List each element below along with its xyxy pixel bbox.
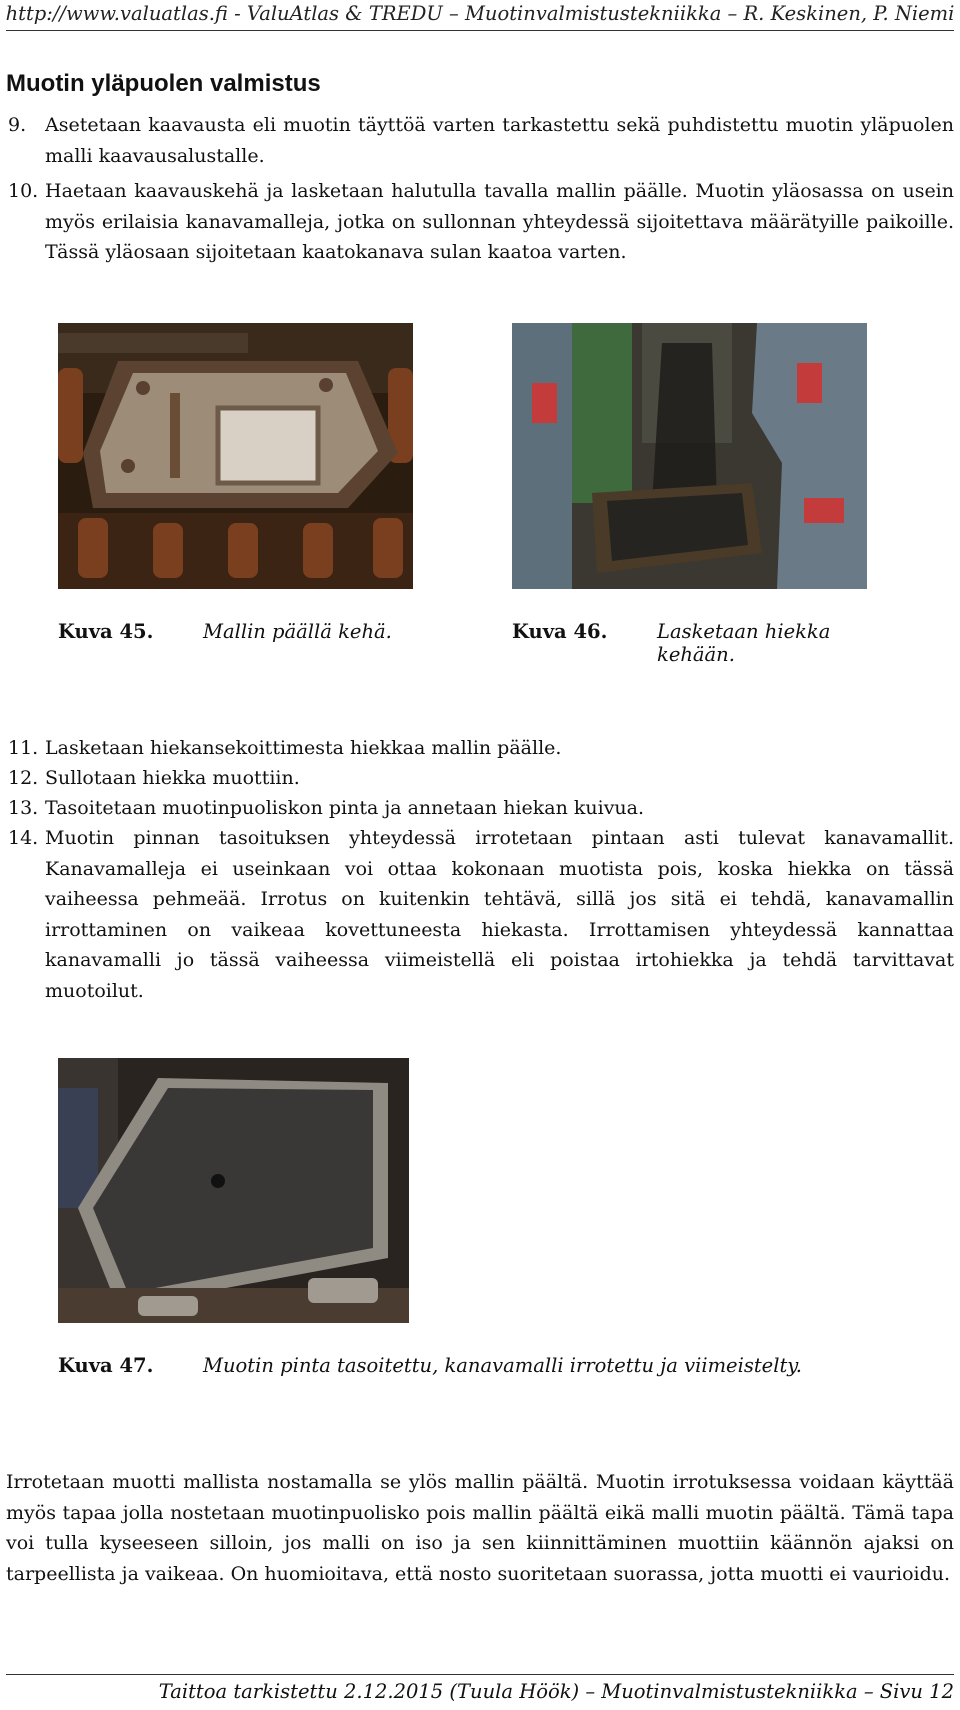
list-item-text: Haetaan kaavauskehä ja lasketaan halutulla tavalla mallin päälle. Muotin yläosassa on usein myös erilaisia kanavamalleja, jotka on sullonnan yhteydessä sijoitettava määrätyille paikoille. Tässä yläosaan sijoitetaan kaatokanava sulan kaatoa varten. <box>45 180 954 263</box>
figure-46-photo <box>512 323 867 589</box>
list-item-text: Muotin pinnan tasoituksen yhteydessä irrotetaan pintaan asti tulevat kanavamallit. Kanavamalleja ei useinkaan voi ottaa kokonaan muotista pois, koska hiekka on tässä vaiheessa pehmeää. Irrotus on kuitenkin tehtävä, sillä jos sitä ei tehdä, kanavamallin irrottaminen on vaikeaa kovettuneesta hiekasta. Irrottamisen yhteydessä kannattaa kanavamalli jo tässä vaiheessa viimeistellä eli poistaa irtohiekka ja tehdä tarvittavat muotoilut. <box>45 827 954 1002</box>
list-item-text: Asetetaan kaavausta eli muotin täyttöä varten tarkastettu sekä puhdistettu muotin yläpuolen malli kaavausalustalle. <box>45 114 954 167</box>
figure-label: Kuva 45. <box>58 620 154 643</box>
list-item-number: 10. <box>8 180 39 202</box>
list-item-text: Lasketaan hiekansekoittimesta hiekkaa mallin päälle. <box>45 737 562 759</box>
footer-divider <box>6 1674 954 1675</box>
list-item <box>8 110 954 171</box>
figure-caption-text: Mallin päällä kehä. <box>203 620 392 643</box>
figure-caption-text: Lasketaan hiekka kehään. <box>657 620 831 666</box>
list-item-number: 14. <box>8 827 39 849</box>
list-item <box>8 793 954 824</box>
list-item <box>8 763 954 794</box>
list-item <box>8 733 954 764</box>
list-item-number: 12. <box>8 767 39 789</box>
list-item-text: Tasoitetaan muotinpuoliskon pinta ja annetaan hiekan kuivua. <box>45 797 645 819</box>
page-footer: Taittoa tarkistettu 2.12.2015 (Tuula Höök) – Muotinvalmistustekniikka – Sivu 12 <box>158 1680 954 1703</box>
section-title: Muotin yläpuolen valmistus <box>6 70 321 97</box>
list-item-number: 11. <box>8 737 39 759</box>
closing-paragraph: Irrotetaan muotti mallista nostamalla se ylös mallin päältä. Muotin irrotuksessa voidaan käyttää myös tapaa jolla nostetaan muotinpuolisko pois mallin päältä eikä malli muotin päältä. Tämä tapa voi tulla kyseeseen silloin, jos malli on iso ja sen kiinnittäminen muottiin käännön ajaksi on tarpeellista ja vaikeaa. On huomioitava, että nosto suoritetaan suorassa, jotta muotti ei vaurioidu. <box>6 1471 954 1585</box>
list-item <box>8 823 954 1006</box>
list-item <box>8 176 954 268</box>
figure-caption-text: Muotin pinta tasoitettu, kanavamalli irrotettu ja viimeistelty. <box>203 1354 802 1377</box>
header-divider <box>6 30 954 31</box>
figure-45-photo <box>58 323 413 589</box>
figure-47-photo <box>58 1058 409 1323</box>
page-header: http://www.valuatlas.fi - ValuAtlas & TREDU – Muotinvalmistustekniikka – R. Keskinen, P. Niemi <box>5 2 955 25</box>
figure-label: Kuva 47. <box>58 1354 154 1377</box>
list-item-number: 9. <box>8 114 27 136</box>
list-item-text: Sullotaan hiekka muottiin. <box>45 767 300 789</box>
figure-label: Kuva 46. <box>512 620 608 643</box>
list-item-number: 13. <box>8 797 39 819</box>
